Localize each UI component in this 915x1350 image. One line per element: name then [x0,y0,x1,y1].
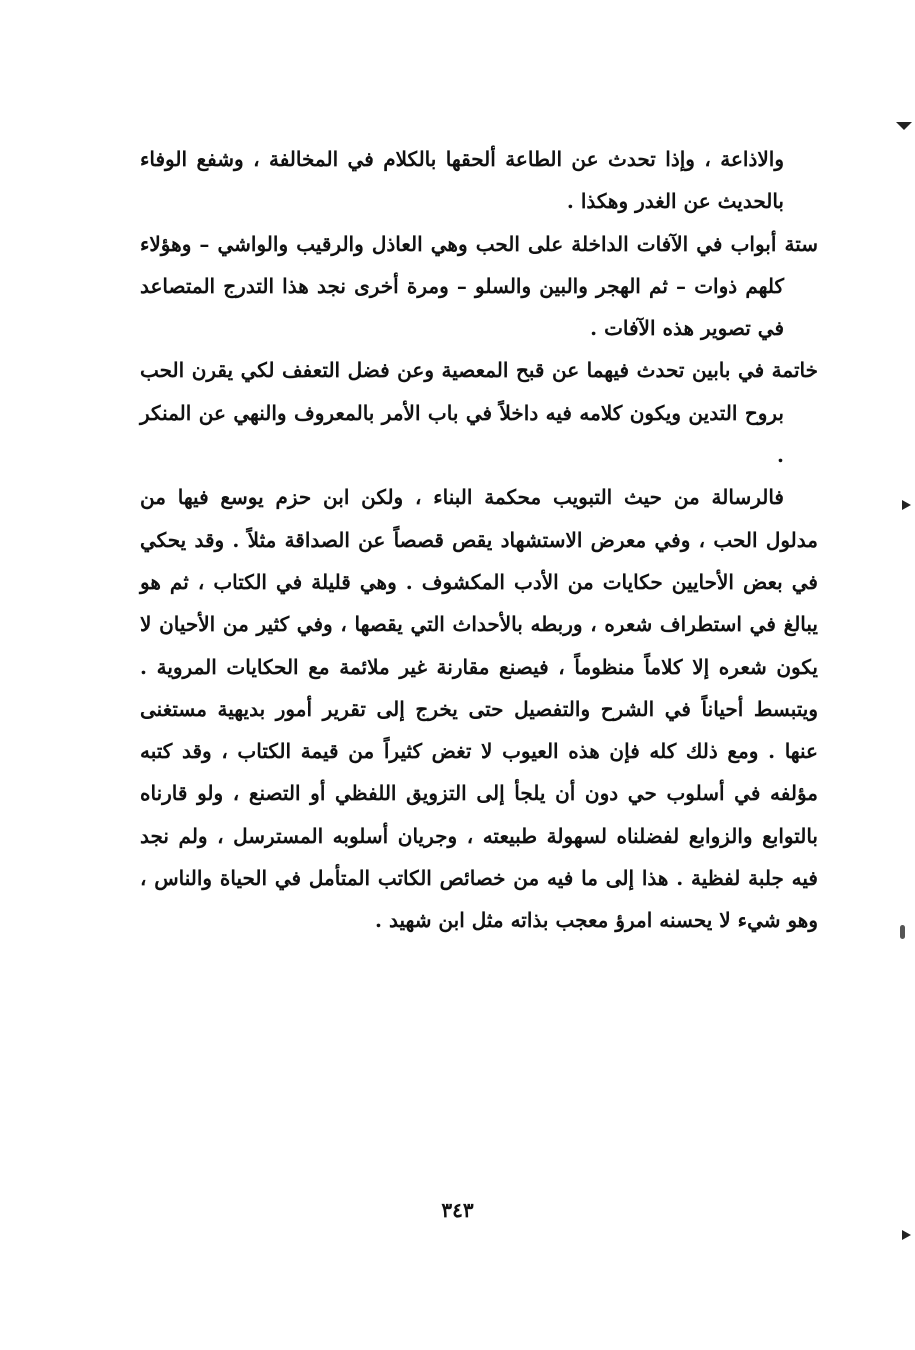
margin-mark [902,500,911,510]
list-item-conclusion: خاتمة في بابين تحدث فيهما عن قبح المعصية وعن فضل التعفف لكي يقرن الحب بروح التدين ويكون كلامه فيه داخلاً في باب الأمر بالمعروف والنهي عن المنكر . [140,358,818,468]
margin-mark [896,122,912,130]
page-number: ٣٤٣ [441,1198,474,1222]
margin-mark [902,1230,911,1240]
list-item-six-chapters: ستة أبواب في الآفات الداخلة على الحب وهي العاذل والرقيب والواشي – وهؤلاء كلهم ذوات – ثم الهجر والبين والسلو – ومرة أخرى نجد هذا التدرج المتصاعد في تصوير هذه الآفات . [140,231,818,341]
body-text [140,138,818,942]
margin-mark [900,925,905,939]
list-item-continuation: والاذاعة ، وإذا تحدث عن الطاعة ألحقها بالكلام في المخالفة ، وشفع الوفاء بالحديث عن الغدر وهكذا . [140,147,784,214]
paragraph-evaluation: فالرسالة من حيث التبويب محكمة البناء ، ولكن ابن حزم يوسع فيها من مدلول الحب ، وفي معرض الاستشهاد يقص قصصاً عن الصداقة مثلاً . وقد يحكي في بعض الأحايين حكايات من الأدب المكشوف . وهي قليلة في الكتاب ، ثم هو يبالغ في استطراف شعره ، وربطه بالأحداث التي يقصها ، وفي كثير من الأحيان لا يكون شعره إلا كلاماً منظوماً ، فيصنع مقارنة غير ملائمة مع الحكايات المروية . ويتبسط أحياناً في الشرح والتفصيل حتى يخرج إلى تقرير أمور بديهية مستغنى عنها . ومع ذلك كله فإن هذه العيوب لا تغض كثيراً من قيمة الكتاب ، وقد كتبه مؤلفه في أسلوب حي دون أن يلجأ إلى التزويق اللفظي أو التصنع ، ولو قارناه بالتوابع والزوابع لفضلناه لسهولة طبيعته ، وجريان أسلوبه المسترسل ، ولم نجد فيه جلبة لفظية . هذا إلى ما فيه من خصائص الكاتب المتأمل في الحياة والناس ، وهو شيء لا يحسنه امرؤ معجب بذاته مثل ابن شهيد . [140,485,818,933]
